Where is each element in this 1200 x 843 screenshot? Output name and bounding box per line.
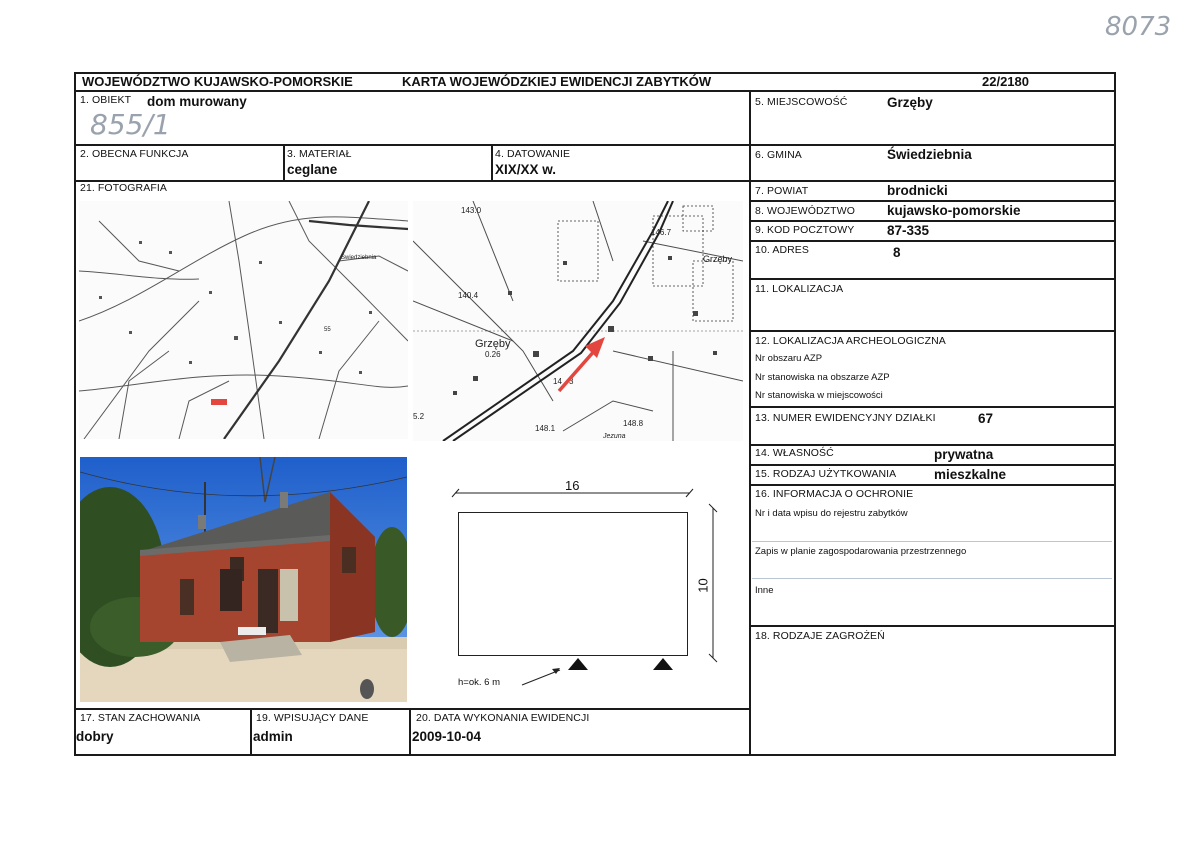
overview-marker [211,399,227,405]
miejscowosc-label: 5. MIEJSCOWOŚĆ [755,96,848,108]
detail-map [413,201,743,441]
wlasnosc-label: 14. WŁASNOŚĆ [755,447,834,459]
ochrona-label: 16. INFORMACJA O OCHRONIE [755,488,914,500]
plan-width: 10 [695,578,711,593]
r-div-5 [750,240,1116,242]
plan-height-note: h=ok. 6 m [458,677,500,688]
plan-dimensions [450,480,730,700]
wojewodztwo-label: 8. WOJEWÓDZTWO [755,205,855,217]
r-div-9 [750,444,1116,446]
detail-height-3: 140.4 [458,291,479,300]
dzialka-value: 67 [978,411,994,426]
gmina-label: 6. GMINA [755,149,802,161]
overview-map [79,201,408,439]
ochrona-rejestr: Nr i data wpisu do rejestru zabytków [755,508,908,519]
powiat-value: brodnicki [887,183,948,198]
wpisujacy-value: admin [253,729,293,744]
uzytkowanie-label: 15. RODZAJ UŻYTKOWANIA [755,468,897,480]
detail-village: Grzęby [475,338,511,350]
material-label: 3. MATERIAŁ [287,148,352,160]
detail-height-8: 148.8 [623,419,644,428]
lokalizacja-label: 11. LOKALIZACJA [755,283,844,295]
row1-divider-left [74,144,750,146]
ochrona-inne: Inne [755,585,774,596]
plan-length: 16 [565,478,580,493]
r-div-11 [750,484,1116,486]
header-region: WOJEWÓDZTWO KUJAWSKO-POMORSKIE [82,74,353,89]
ochrona-thin-2 [752,578,1112,579]
r-div-2 [750,180,1116,182]
obiekt-value: dom murowany [147,94,247,109]
overview-place: Świedziebnia [341,255,377,261]
detail-village-right: Grzęby [703,254,733,264]
detail-forest: Jezuna [603,433,626,440]
r-div-10 [750,464,1116,466]
funkcja-label: 2. OBECNA FUNKCJA [80,148,189,160]
gmina-value: Świedziebnia [887,147,972,162]
row2-divider-b [491,144,493,180]
wojewodztwo-value: kujawsko-pomorskie [887,203,1021,218]
ochrona-plan: Zapis w planie zagospodarowania przestrzennego [755,546,967,557]
header-number: 22/2180 [982,74,1029,89]
ochrona-thin-1 [752,541,1112,542]
detail-height-1: 143.0 [461,206,482,215]
arch-label: 12. LOKALIZACJA ARCHEOLOGICZNA [755,335,946,347]
uzytkowanie-value: mieszkalne [934,467,1007,482]
header-title: KARTA WOJEWÓDZKIEJ EWIDENCJI ZABYTKÓW [402,74,712,89]
bottom-row-divider [74,708,750,710]
adres-label: 10. ADRES [755,244,810,256]
wpisujacy-label: 19. WPISUJĄCY DANE [256,712,369,724]
stan-label: 17. STAN ZACHOWANIA [80,712,201,724]
r-div-3 [750,200,1116,202]
corner-note: 8073 [1105,12,1172,42]
building-photo [80,457,407,702]
bottom-div-b [409,708,411,756]
header-divider [74,90,1116,92]
r-div-8 [750,406,1116,408]
zagrozenia-label: 18. RODZAJE ZAGROŻEŃ [755,630,885,642]
arch-stan-azp: Nr stanowiska na obszarze AZP [755,372,890,383]
datowanie-value: XIX/XX w. [495,162,557,177]
kod-label: 9. KOD POCZTOWY [755,224,855,236]
adres-value: 8 [893,245,901,260]
arch-azp: Nr obszaru AZP [755,353,823,364]
r-div-4 [750,220,1116,222]
data-label: 20. DATA WYKONANIA EWIDENCJI [416,712,590,724]
arch-stan-miejsc: Nr stanowiska w miejscowości [755,390,883,401]
dzialka-label: 13. NUMER EWIDENCYJNY DZIAŁKI [755,412,936,424]
obiekt-label: 1. OBIEKT [80,94,132,106]
detail-height-5: 14 [553,377,562,386]
main-vertical-divider [749,90,751,756]
bottom-div-a [250,708,252,756]
r-div-6 [750,278,1116,280]
overview-number: 55 [324,327,331,333]
detail-height-6: 3 [569,377,574,386]
datowanie-label: 4. DATOWANIE [495,148,571,160]
detail-height-9: 5.2 [413,412,425,421]
r-div-1 [750,144,1116,146]
kod-value: 87-335 [887,223,930,238]
foto-label: 21. FOTOGRAFIA [80,182,167,194]
row2-divider-a [283,144,285,180]
detail-height-2: 146.7 [651,228,672,237]
powiat-label: 7. POWIAT [755,185,809,197]
miejscowosc-value: Grzęby [887,95,933,110]
stan-value: dobry [76,729,114,744]
row2-divider-left [74,180,750,182]
detail-height-7: 148.1 [535,424,556,433]
wlasnosc-value: prywatna [934,447,994,462]
r-div-12 [750,625,1116,627]
data-value: 2009-10-04 [412,729,482,744]
obiekt-handwritten: 855/1 [90,108,171,141]
material-value: ceglane [287,162,338,177]
r-div-7 [750,330,1116,332]
detail-height-4: 0.26 [485,350,501,359]
